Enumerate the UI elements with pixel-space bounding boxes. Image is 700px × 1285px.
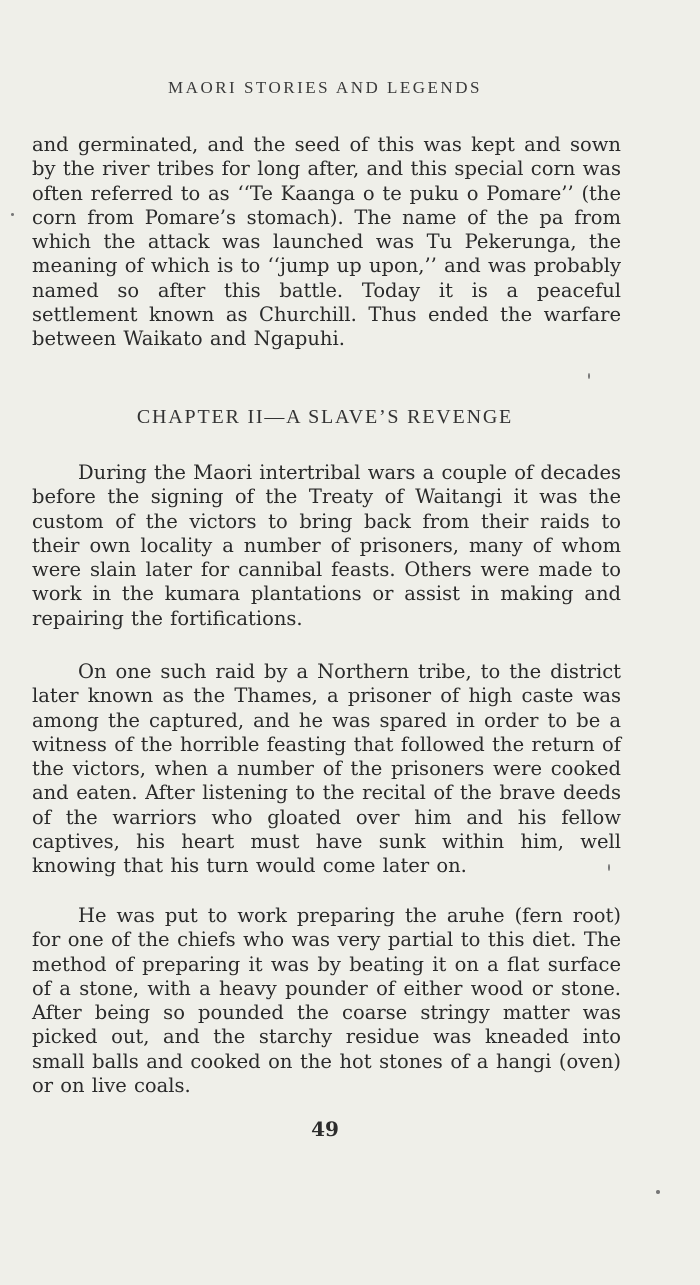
paper-speck xyxy=(11,213,14,216)
paragraph-continuation: and germinated, and the seed of this was kept and sown by the river tribes for long after, and this special corn was often referred to as ‘‘Te Kaanga o te puku o Pomare’’ (the corn from Pomare’s stomach). The name of the pa from which the attack was launched was Tu Pekerunga, the meaning of which is to ‘‘jump up upon,’’ and was probably named so after this battle. Today it is a peaceful settlement known as Churchill. Thus ended the warfare between Waikato and Ngapuhi. xyxy=(32,133,621,351)
paper-speck xyxy=(588,373,590,379)
paragraph-fern-root: He was put to work preparing the aruhe (fern root) for one of the chiefs who was very partial to this diet. The method of preparing it was by beating it on a flat surface of a stone, with a heavy pounder of either wood or stone. After being so pounded the coarse stringy matter was picked out, and the starchy residue was kneaded into small balls and cooked on the hot stones of a hangi (oven) or on live coals. xyxy=(32,904,621,1098)
chapter-heading: CHAPTER II—A SLAVE’S REVENGE xyxy=(136,406,514,428)
paragraph-raid: On one such raid by a Northern tribe, to the district later known as the Thames, a prisoner of high caste was among the captured, and he was spared in order to be a witness of the horrible feasting that followed the return of the victors, when a number of the prisoners were cooked and eaten. After listening to the recital of the brave deeds of the warriors who gloated over him and his fellow captives, his heart must have sunk within him, well knowing that his turn would come later on. xyxy=(32,660,621,878)
paper-speck xyxy=(608,864,610,871)
page-number: 49 xyxy=(311,1117,339,1141)
running-head: MAORI STORIES AND LEGENDS xyxy=(168,78,482,97)
paragraph-intro: During the Maori intertribal wars a couple of decades before the signing of the Treaty of Waitangi it was the custom of the victors to bring back from their raids to their own locality a number of prisoners, many of whom were slain later for cannibal feasts. Others were made to work in the kumara plantations or assist in making and repairing the fortifications. xyxy=(32,461,621,630)
paper-speck xyxy=(656,1190,660,1194)
